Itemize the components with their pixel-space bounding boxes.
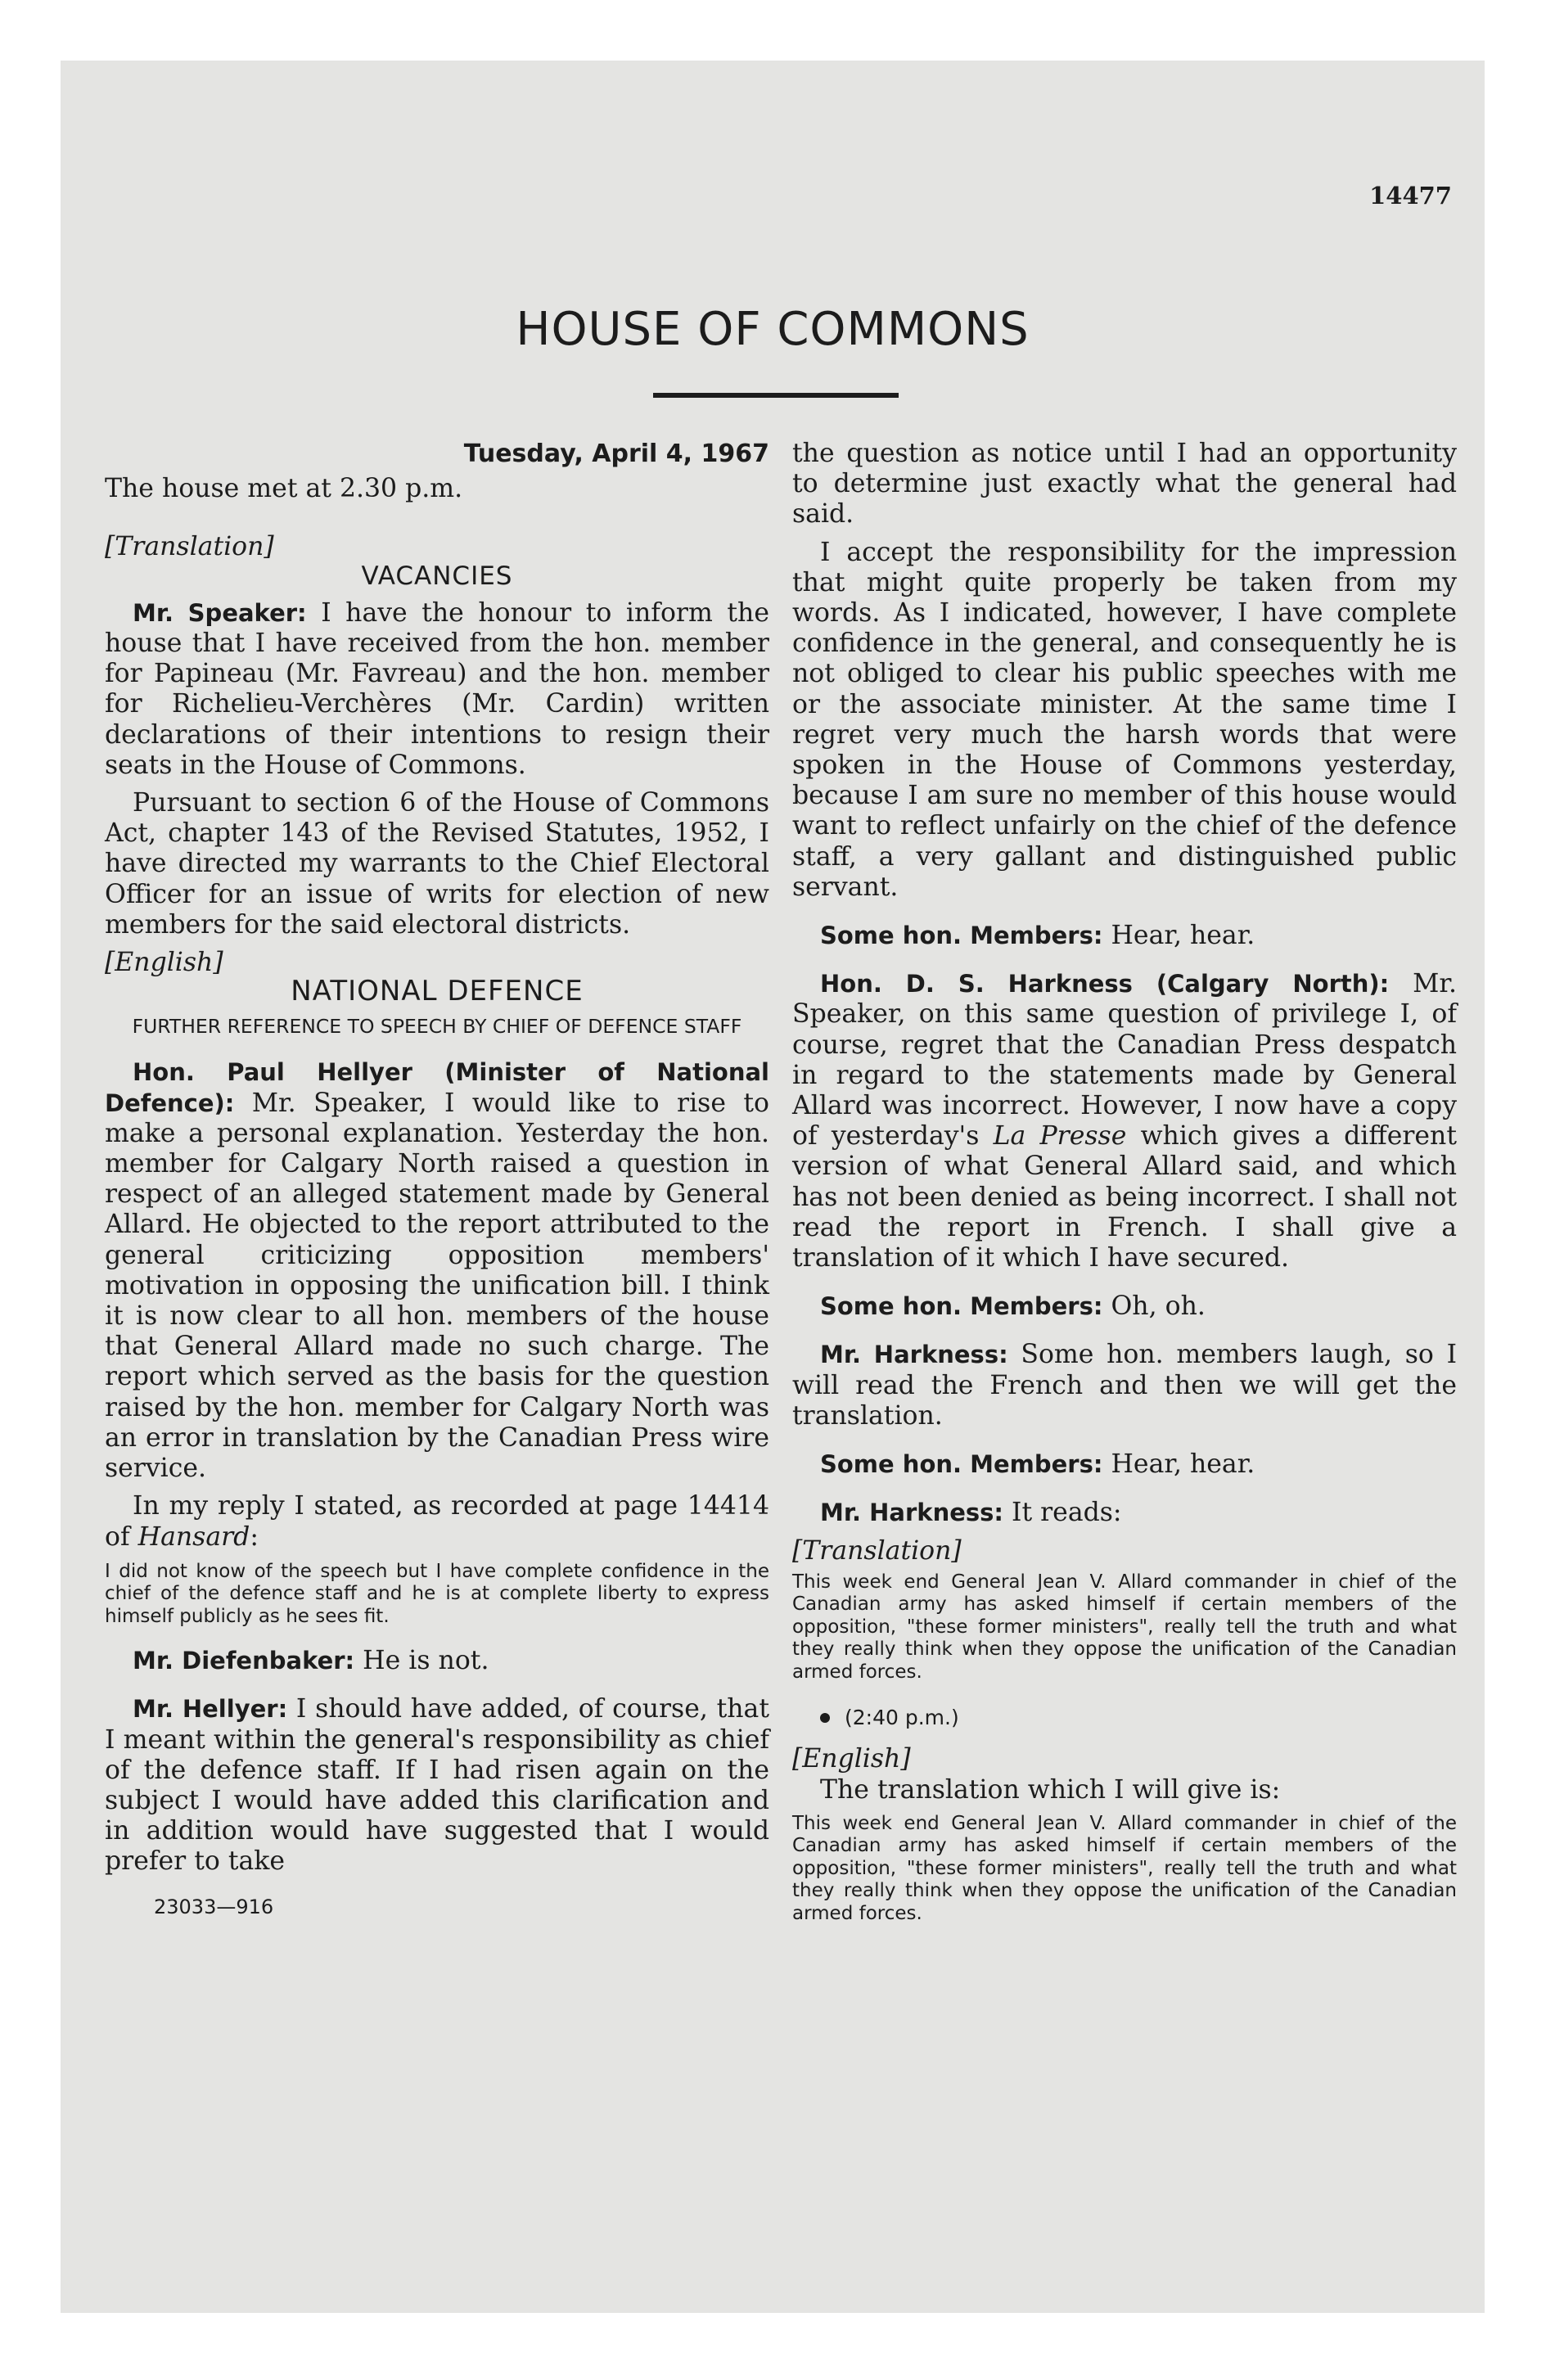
speech-text: Hear, hear.	[1102, 921, 1255, 951]
paragraph	[105, 1057, 769, 1484]
paragraph	[105, 1694, 769, 1877]
speaker-name: Mr. Speaker:	[133, 598, 307, 627]
speaker-name: Mr. Harkness:	[820, 1499, 1003, 1527]
section-heading-national-defence: NATIONAL DEFENCE	[291, 975, 584, 1008]
bullet-icon	[820, 1713, 830, 1723]
speech-text: He is not.	[354, 1646, 489, 1676]
paragraph	[105, 1646, 769, 1676]
sitting-date: Tuesday, April 4, 1967	[463, 439, 769, 468]
paragraph	[792, 1340, 1457, 1431]
language-marker: [English]	[792, 1744, 911, 1774]
speech-text: Mr. Speaker, on this same question of privilege I, of course, regret that the Canadian Press despatch in regard to the statements made by General Allard was incorrect. However, I now have a copy of yesterday's	[792, 969, 1457, 1152]
speech-text: which gives a different version of what General Allard said, and which has not been denied as being incorrect. I shall not read the report in French. I shall give a translation of it which I have secured.	[792, 1121, 1457, 1273]
speaker-name: Mr. Hellyer:	[133, 1695, 288, 1724]
paragraph: the question as notice until I had an opportunity to determine just exactly what the general had said.	[792, 439, 1457, 530]
paragraph	[792, 921, 1457, 951]
page-number: 14477	[1369, 182, 1452, 210]
speech-text: I should have added, of course, that I meant within the general's responsibility as chief of the defence staff. If I had risen again on the subject I would have added this clarification and in addition would have suggested that I would prefer to take	[105, 1694, 769, 1877]
speech-text: Some hon. members laugh, so I will read the French and then we will get the translation.	[792, 1340, 1458, 1431]
speaker-name: Some hon. Members:	[820, 1292, 1103, 1321]
speaker-name: Hon. Paul Hellyer (Minister of National Defence):	[105, 1058, 769, 1117]
right-column	[792, 439, 1457, 1943]
block-quote: This week end General Jean V. Allard commander in chief of the Canadian army has asked himself if certain members of the opposition, "these former ministers", really tell the truth and what they really think when they oppose the unification of the Canadian armed forces.	[792, 1571, 1457, 1683]
block-quote: I did not know of the speech but I have complete confidence in the chief of the defence staff and he is at complete liberty to express himself publicly as he sees fit.	[105, 1560, 769, 1627]
speech-text: Hear, hear.	[1102, 1449, 1255, 1480]
speech-text: Oh, oh.	[1102, 1291, 1206, 1322]
speech-text: It reads:	[1003, 1498, 1122, 1528]
newspaper-title: La Presse	[993, 1121, 1127, 1152]
section-heading-vacancies: VACANCIES	[361, 561, 513, 591]
paragraph: I accept the responsibility for the impression that might quite properly be taken from my words. As I indicated, however, I have complete confidence in the general, and consequently he is not obliged to clear his public speeches with me or the associate minister. At the same time I regret very much the harsh words that were spoken in the House of Commons yesterday, because I am sure no member of this house would want to reflect unfairly on the chief of the defence staff, a very gallant and distinguished public servant.	[792, 537, 1457, 902]
paragraph	[105, 1491, 769, 1552]
speaker-name: Some hon. Members:	[820, 1450, 1103, 1479]
speech-text: I have the honour to inform the house that I have received from the hon. member for Papineau (Mr. Favreau) and the hon. member for Richelieu-Verchères (Mr. Cardin) written declarations of their intentions to resign their seats in the House of Commons.	[105, 597, 769, 780]
speaker-name: Some hon. Members:	[820, 922, 1103, 950]
paragraph	[792, 969, 1457, 1273]
language-marker: [English]	[105, 948, 223, 978]
language-marker: [Translation]	[792, 1535, 962, 1566]
paragraph: The translation which I will give is:	[820, 1774, 1281, 1805]
left-column	[105, 439, 769, 1922]
speaker-name: Mr. Diefenbaker:	[133, 1647, 355, 1675]
printer-code: 23033—916	[154, 1895, 274, 1918]
paragraph	[105, 598, 769, 781]
house-met-line: The house met at 2.30 p.m.	[105, 474, 463, 504]
masthead-rule	[653, 393, 899, 398]
time-stamp-line	[792, 1702, 1457, 1733]
hansard-page	[61, 61, 1485, 2313]
paragraph	[792, 1449, 1457, 1480]
speech-text: :	[250, 1521, 259, 1552]
speaker-name: Hon. D. S. Harkness (Calgary North):	[820, 970, 1390, 998]
masthead-title: HOUSE OF COMMONS	[516, 303, 1030, 356]
speaker-name: Mr. Harkness:	[820, 1341, 1008, 1369]
speech-text: Mr. Speaker, I would like to rise to make a personal explanation. Yesterday the hon. member for Calgary North raised a question in respect of an alleged statement made by General Allard. He objected to the report attributed to the general criticizing opposition members' motivation in opposing the unification bill. I think it is now clear to all hon. members of the house that General Allard made no such charge. The report which served as the basis for the question raised by the hon. member for Calgary North was an error in translation by the Canadian Press wire service.	[105, 1088, 769, 1484]
block-quote: This week end General Jean V. Allard commander in chief of the Canadian army has asked himself if certain members of the opposition, "these former ministers", really tell the truth and what they really think when they oppose the unification of the Canadian armed forces.	[792, 1812, 1457, 1924]
paragraph	[792, 1498, 1457, 1528]
time-stamp: (2:40 p.m.)	[845, 1706, 959, 1730]
language-marker: [Translation]	[105, 532, 274, 562]
paragraph	[792, 1291, 1457, 1322]
hansard-title: Hansard	[137, 1521, 250, 1552]
subheading: FURTHER REFERENCE TO SPEECH BY CHIEF OF DEFENCE STAFF	[132, 1015, 742, 1039]
speech-text: In my reply I stated, as recorded at page 14414 of	[105, 1491, 769, 1552]
paragraph: Pursuant to section 6 of the House of Commons Act, chapter 143 of the Revised Statutes, 1952, I have directed my warrants to the Chief Electoral Officer for an issue of writs for election of new members for the said electoral districts.	[105, 788, 769, 940]
